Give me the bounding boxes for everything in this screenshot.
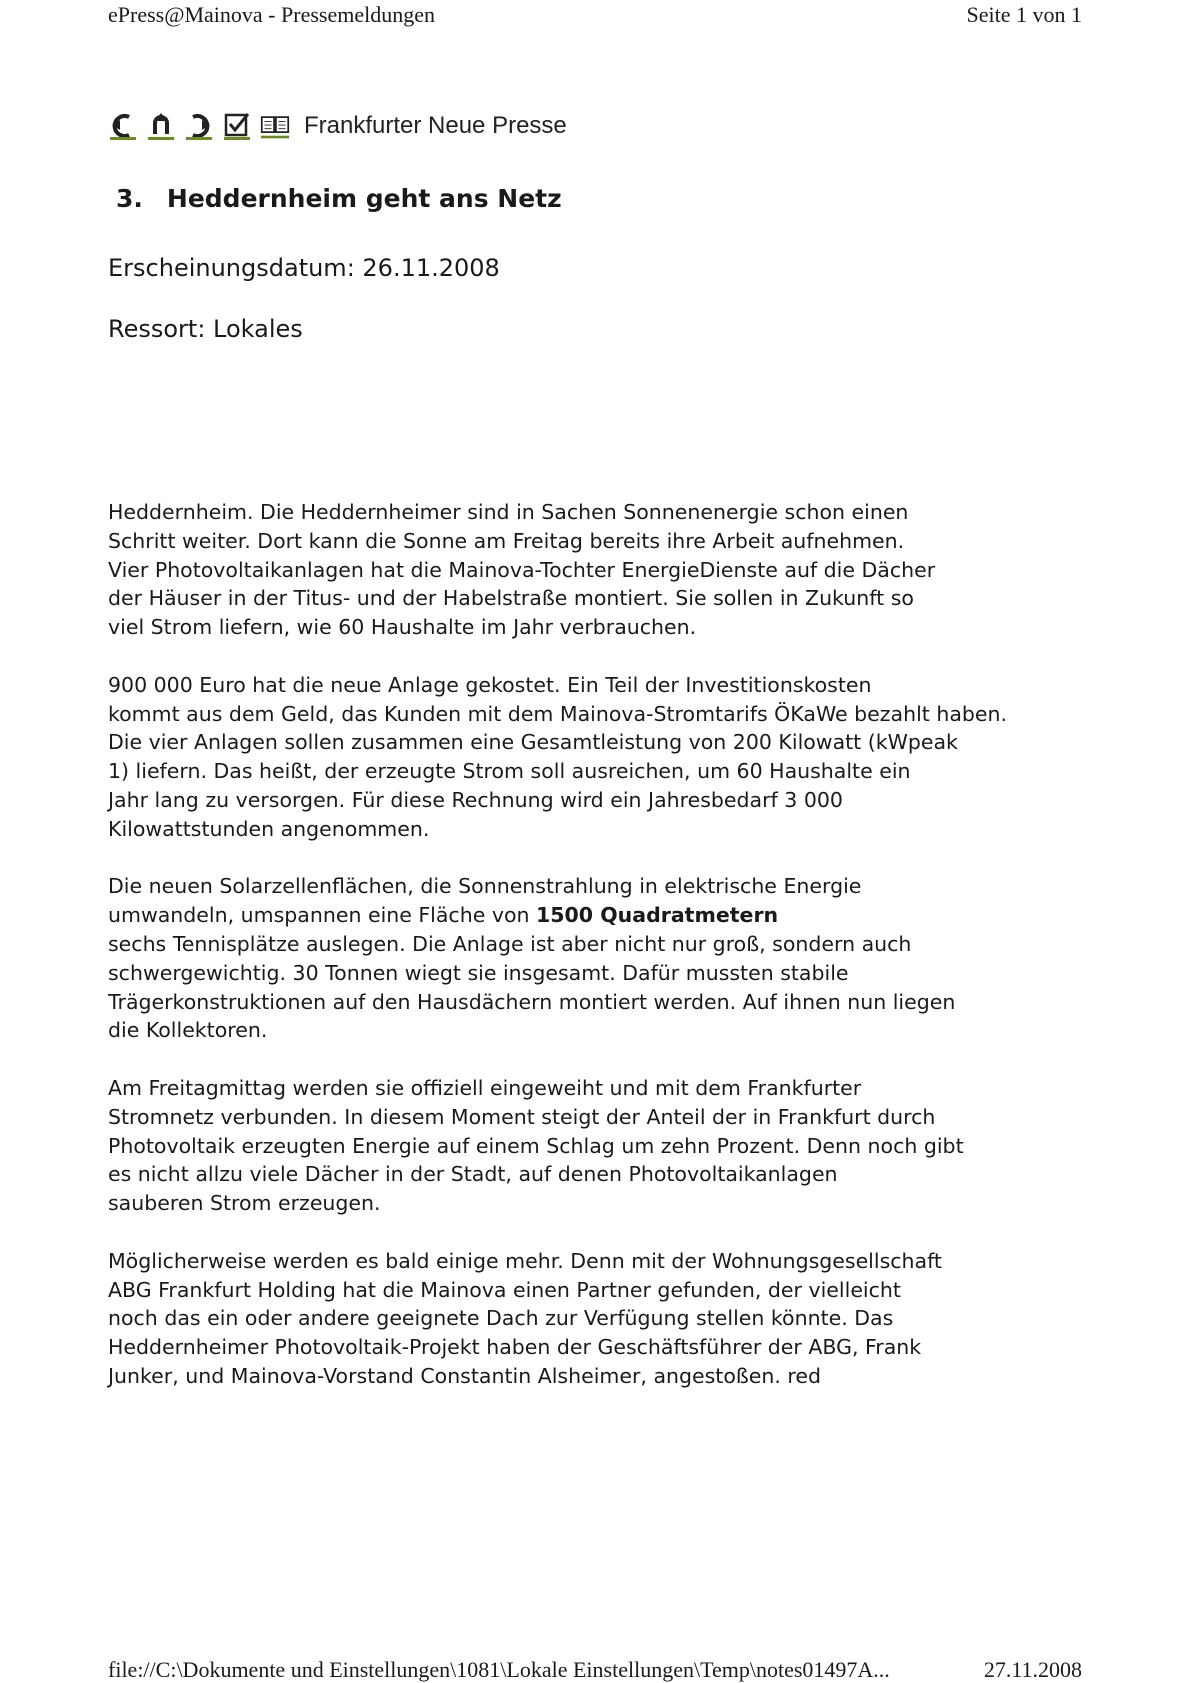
back-arrow-icon[interactable] [108, 111, 138, 141]
print-date: 27.11.2008 [983, 1657, 1082, 1682]
source-publication: Frankfurter Neue Presse [304, 112, 567, 139]
up-arrow-icon[interactable] [146, 111, 176, 141]
paragraph [108, 872, 1068, 1045]
checkbox-icon[interactable] [222, 111, 252, 141]
book-icon[interactable] [260, 111, 290, 141]
print-header-title: ePress@Mainova - Pressemeldungen [108, 2, 435, 27]
article-number: 3. [116, 184, 143, 213]
paragraph-text: Die neuen Solarzellenflächen, die Sonnenstrahlung in elektrische Energie umwandeln, umspannen eine Fläche von [108, 874, 862, 928]
file-path: file://C:\Dokumente und Einstellungen\1081\Lokale Einstellungen\Temp\notes01497A... [108, 1657, 890, 1682]
article-toolbar [108, 111, 567, 141]
paragraph: Heddernheim. Die Heddernheimer sind in Sachen Sonnenenergie schon einen Schritt weiter. Dort kann die Sonne am Freitag bereits ihre Arbeit aufnehmen. Vier Photovoltaikanlagen hat die Mainova-Tochter EnergieDienste auf die Dächer der Häuser in der Titus- und der Habelstraße montiert. Sie sollen in Zukunft so viel Strom liefern, wie 60 Haushalte im Jahr verbrauchen. [108, 500, 936, 640]
paragraph-text: sechs Tennisplätze auslegen. Die Anlage ist aber nicht nur groß, sondern auch schwergewichtig. 30 Tonnen wiegt sie insgesamt. Dafür mussten stabile Trägerkonstruktionen auf den Hausdächern montiert werden. Auf ihnen nun liegen die Kollektoren. [108, 931, 956, 1043]
paragraph: Am Freitagmittag werden sie offiziell eingeweiht und mit dem Frankfurter Stromnetz verbunden. In diesem Moment steigt der Anteil der in Frankfurt durch Photovoltaik erzeugten Energie auf einem Schlag um zehn Prozent. Denn noch gibt es nicht allzu viele Dächer in der Stadt, auf denen Photovoltaikanlagen sauberen Strom erzeugen. [108, 1075, 964, 1216]
page-number: Seite 1 von 1 [966, 2, 1082, 27]
article-title [116, 184, 562, 213]
article-body [108, 498, 1068, 1420]
print-footer [108, 1657, 1082, 1683]
paragraph: 900 000 Euro hat die neue Anlage gekostet. Ein Teil der Investitionskosten kommt aus dem Geld, das Kunden mit dem Mainova-Stromtarifs ÖKaWe bezahlt haben. Die vier Anlagen sollen zusammen eine Gesamtleistung von 200 Kilowatt (kWpeak 1) liefern. Das heißt, der erzeugte Strom soll ausreichen, um 60 Haushalte ein Jahr lang zu versorgen. Für diese Rechnung wird ein Jahresbedarf 3 000 Kilowattstunden angenommen. [108, 672, 1008, 841]
highlighted-area: 1500 Quadratmetern [536, 903, 779, 928]
section-label: Ressort: Lokales [108, 315, 303, 343]
print-header [108, 2, 1082, 28]
article-headline: Heddernheim geht ans Netz [166, 184, 562, 213]
paragraph: Möglicherweise werden es bald einige mehr. Denn mit der Wohnungsgesellschaft ABG Frankfurt Holding hat die Mainova einen Partner gefunden, der vielleicht noch das ein oder andere geeignete Dach zur Verfügung stellen könnte. Das Heddernheimer Photovoltaik-Projekt haben der Geschäftsführer der ABG, Frank Junker, und Mainova-Vorstand Constantin Alsheimer, angestoßen. red [108, 1248, 942, 1388]
publication-date: Erscheinungsdatum: 26.11.2008 [108, 254, 500, 282]
forward-arrow-icon[interactable] [184, 111, 214, 141]
